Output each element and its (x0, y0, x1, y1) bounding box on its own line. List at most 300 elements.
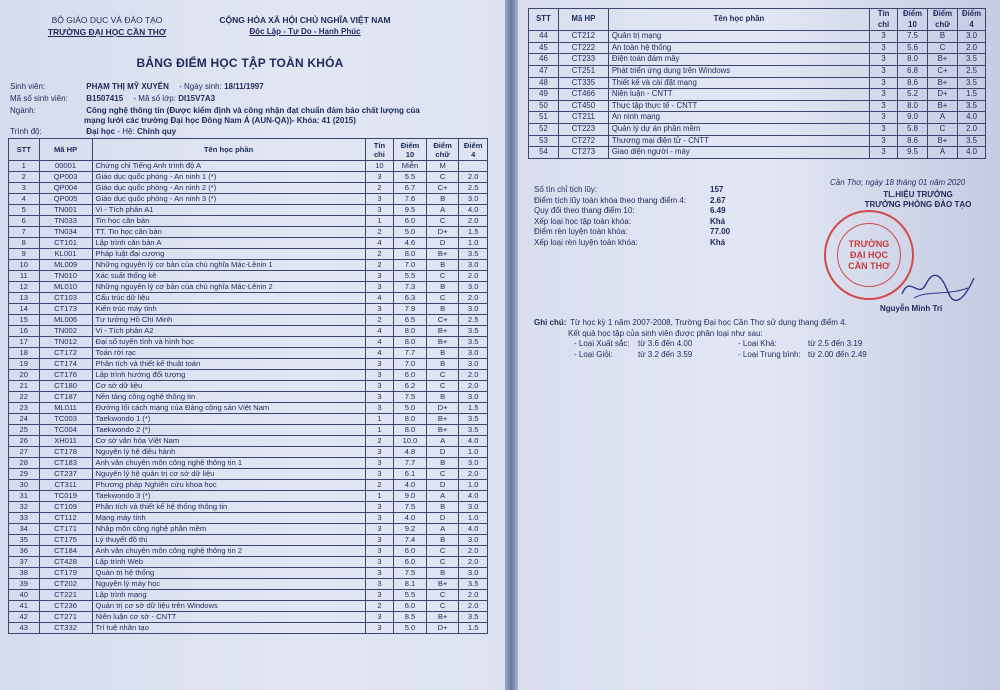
grade-class-range: từ 3.6 đến 4.00 (638, 339, 693, 349)
cell-course-code: CT222 (558, 42, 608, 54)
cell-score-10: Miễn (394, 161, 427, 172)
ministry-name: BỘ GIÁO DỤC VÀ ĐÀO TẠO (51, 15, 163, 25)
table-row (529, 65, 986, 77)
cell-course-code: CT233 (558, 54, 608, 66)
cell-course-code: XH011 (39, 436, 92, 447)
cell-stt: 22 (9, 392, 40, 403)
cell-score-10: 5.6 (898, 42, 928, 54)
cell-score-10: 6.0 (394, 546, 427, 557)
cell-score-10: 8.6 (898, 77, 928, 89)
cell-course-name: TT. Tin học căn bản (92, 227, 365, 238)
cell-credits: 3 (365, 469, 394, 480)
table-row (9, 601, 488, 612)
header-stt: STT (9, 139, 40, 161)
table-row (9, 315, 488, 326)
level-value: Đại học (86, 127, 116, 136)
grading-note (534, 318, 974, 360)
cell-course-code: CT272 (558, 135, 608, 147)
cell-score-4: 1.0 (459, 513, 488, 524)
cell-letter-grade: D+ (426, 227, 459, 238)
cell-course-code: CT428 (39, 557, 92, 568)
table-row (529, 135, 986, 147)
cell-score-4: 1.0 (459, 447, 488, 458)
cell-course-code: QP005 (39, 194, 92, 205)
cell-score-10: 8.6 (898, 135, 928, 147)
cell-credits: 3 (365, 205, 394, 216)
cell-credits: 3 (870, 135, 898, 147)
header-score-10: Điểm 10 (898, 9, 928, 31)
cell-course-code: CT221 (39, 590, 92, 601)
cell-score-10: 8.0 (394, 337, 427, 348)
cell-score-4: 4.0 (459, 491, 488, 502)
cell-letter-grade: B+ (426, 414, 459, 425)
summary-value: 6.49 (710, 206, 726, 216)
table-row (9, 370, 488, 381)
cell-stt: 54 (529, 147, 559, 159)
grade-class-label: - Loại Trung bình: (738, 349, 801, 359)
cell-score-10: 7.5 (394, 392, 427, 403)
cell-course-name: Phân tích và thiết kế thuật toán (92, 359, 365, 370)
cell-score-10: 9.5 (898, 147, 928, 159)
cell-course-name: Giáo dục quốc phòng - An ninh 3 (*) (92, 194, 365, 205)
cell-course-name: Giáo dục quốc phòng - An ninh 1 (*) (92, 172, 365, 183)
grade-class-label: - Loại Xuất sắc: (574, 339, 630, 349)
table-row (9, 568, 488, 579)
cell-course-name: Vi - Tích phân A2 (92, 326, 365, 337)
table-row (9, 216, 488, 227)
cell-score-10: 4.6 (394, 238, 427, 249)
cell-course-code: CT176 (39, 370, 92, 381)
cell-course-name: Lập trình hướng đối tượng (92, 370, 365, 381)
cell-course-code: ML010 (39, 282, 92, 293)
cell-stt: 21 (9, 381, 40, 392)
cell-course-name: Nguyên lý máy học (92, 579, 365, 590)
cell-course-name: An ninh mạng (608, 112, 869, 124)
cell-credits: 2 (365, 260, 394, 271)
cell-score-4: 3.0 (459, 304, 488, 315)
cell-course-name: Lập trình căn bản A (92, 238, 365, 249)
cell-score-4: 3.0 (459, 535, 488, 546)
table-row (9, 502, 488, 513)
cell-stt: 14 (9, 304, 40, 315)
cell-course-code: CT466 (558, 89, 608, 101)
summary-label: Xếp loại rèn luyện toàn khóa: (534, 237, 638, 247)
cell-credits: 3 (365, 447, 394, 458)
cell-stt: 37 (9, 557, 40, 568)
cell-letter-grade: D+ (426, 623, 459, 634)
table-row (9, 183, 488, 194)
cell-letter-grade: C+ (426, 315, 459, 326)
cell-credits: 3 (870, 42, 898, 54)
cell-score-10: 6.1 (394, 469, 427, 480)
cell-score-4: 2.5 (459, 183, 488, 194)
cell-score-10: 6.2 (394, 381, 427, 392)
cell-course-code: CT332 (39, 623, 92, 634)
cell-score-4: 3.5 (459, 249, 488, 260)
header-score-4: Điểm 4 (459, 139, 488, 161)
cell-score-4: 2.0 (957, 123, 985, 135)
cell-course-code: ML009 (39, 260, 92, 271)
cell-letter-grade: A (426, 491, 459, 502)
cell-credits: 3 (870, 147, 898, 159)
cell-score-4: 1.5 (459, 403, 488, 414)
cell-stt: 28 (9, 458, 40, 469)
summary-row (534, 217, 730, 228)
cell-letter-grade: B (426, 194, 459, 205)
cell-course-name: Kiến trúc máy tính (92, 304, 365, 315)
cell-letter-grade: A (928, 112, 958, 124)
cell-credits: 3 (365, 623, 394, 634)
university-name: TRƯỜNG ĐẠI HỌC CẦN THƠ (47, 27, 167, 37)
table-row (9, 557, 488, 568)
cell-stt: 7 (9, 227, 40, 238)
header-score-4: Điểm 4 (957, 9, 985, 31)
summary-value: 77.00 (710, 227, 731, 237)
cell-credits: 3 (365, 579, 394, 590)
table-row (9, 425, 488, 436)
cell-course-code: CT450 (558, 100, 608, 112)
cell-stt: 5 (9, 205, 40, 216)
cell-stt: 46 (529, 54, 559, 66)
cell-course-code: CT211 (558, 112, 608, 124)
cell-letter-grade: B (426, 502, 459, 513)
cell-course-name: Quản trị cơ sở dữ liệu trên Windows (92, 601, 365, 612)
cell-score-4: 1.5 (459, 227, 488, 238)
header-credits: Tín chỉ (870, 9, 898, 31)
cell-course-name: Toán rời rạc (92, 348, 365, 359)
cell-letter-grade: C (426, 601, 459, 612)
cell-credits: 3 (365, 458, 394, 469)
grades-table-right (528, 8, 986, 159)
cell-course-code: TN001 (39, 205, 92, 216)
signature-title-2: TRƯỞNG PHÒNG ĐÀO TẠO (864, 200, 972, 209)
cell-course-name: Cơ sở dữ liệu (92, 381, 365, 392)
table-row (9, 161, 488, 172)
cell-score-4: 3.0 (459, 282, 488, 293)
summary-label: Xếp loại học tập toàn khóa: (534, 216, 631, 226)
cell-course-code: TN010 (39, 271, 92, 282)
table-row (9, 172, 488, 183)
cell-course-name: Phương pháp Nghiên cứu khoa học (92, 480, 365, 491)
cell-credits: 10 (365, 161, 394, 172)
cell-stt: 18 (9, 348, 40, 359)
cell-score-10: 9.0 (394, 491, 427, 502)
header-course-code: Mã HP (558, 9, 608, 31)
cell-score-4: 2.0 (459, 469, 488, 480)
cell-score-4: 3.5 (459, 414, 488, 425)
cell-stt: 10 (9, 260, 40, 271)
cell-score-10: 8.0 (394, 414, 427, 425)
cell-stt: 32 (9, 502, 40, 513)
cell-score-10: 9.5 (394, 205, 427, 216)
cell-letter-grade: B+ (426, 579, 459, 590)
header-course-name: Tên học phần (92, 139, 365, 161)
cell-stt: 4 (9, 194, 40, 205)
cell-credits: 3 (365, 392, 394, 403)
cell-stt: 6 (9, 216, 40, 227)
cell-letter-grade: B (426, 282, 459, 293)
cell-stt: 38 (9, 568, 40, 579)
cell-letter-grade: B+ (426, 425, 459, 436)
cell-stt: 23 (9, 403, 40, 414)
cell-course-name: Nền tảng công nghệ thông tin (92, 392, 365, 403)
cell-score-4: 2.0 (459, 370, 488, 381)
table-row (9, 194, 488, 205)
major-row (10, 106, 420, 116)
major-label: Ngành: (10, 106, 36, 115)
cell-score-4: 3.5 (459, 326, 488, 337)
cell-score-4: 4.0 (957, 112, 985, 124)
cell-credits: 3 (870, 123, 898, 135)
cell-course-code: TC019 (39, 491, 92, 502)
cell-score-4: 3.0 (459, 458, 488, 469)
cell-letter-grade: C (426, 381, 459, 392)
cell-letter-grade: D (426, 238, 459, 249)
cell-stt: 36 (9, 546, 40, 557)
cell-course-name: Cấu trúc dữ liệu (92, 293, 365, 304)
cell-credits: 3 (365, 546, 394, 557)
cell-course-code: CT180 (39, 381, 92, 392)
cell-score-10: 6.0 (394, 370, 427, 381)
cell-course-name: Anh văn chuyên môn công nghệ thông tin 1 (92, 458, 365, 469)
cell-course-code: CT237 (39, 469, 92, 480)
cell-letter-grade: A (928, 147, 958, 159)
major-line-2: mạng lưới các trường Đại học Đông Nam Á (AUN-QA))- Khóa: 41 (2015) (84, 116, 356, 125)
table-row (9, 304, 488, 315)
cell-letter-grade: B (928, 31, 958, 43)
cell-course-name: Taekwondo 3 (*) (92, 491, 365, 502)
grades-table-left (8, 138, 488, 634)
cell-letter-grade: C (426, 172, 459, 183)
cell-course-name: Chứng chỉ Tiếng Anh trình độ A (92, 161, 365, 172)
note-line-1: Từ học kỳ 1 năm 2007-2008, Trường Đại học Cần Thơ sử dụng thang điểm 4. (570, 318, 847, 327)
cell-course-name: Thương mại điện tử - CNTT (608, 135, 869, 147)
cell-score-4: 3.0 (459, 392, 488, 403)
table-row (529, 123, 986, 135)
cell-letter-grade: C (928, 42, 958, 54)
table-row (9, 447, 488, 458)
cell-score-4: 3.5 (957, 77, 985, 89)
system-value: Chính quy (136, 127, 177, 136)
cell-course-code: CT179 (39, 568, 92, 579)
table-row (9, 293, 488, 304)
cell-credits: 3 (365, 194, 394, 205)
table-row (9, 579, 488, 590)
cell-course-name: Những nguyên lý cơ bản của chủ nghĩa Mác-Lênin 2 (92, 282, 365, 293)
cell-course-code: CT271 (39, 612, 92, 623)
cell-stt: 39 (9, 579, 40, 590)
cell-credits: 3 (870, 54, 898, 66)
table-row (9, 271, 488, 282)
cell-score-4: 3.0 (459, 194, 488, 205)
cell-letter-grade: B (426, 568, 459, 579)
cell-score-10: 8.0 (898, 100, 928, 112)
cell-score-10: 6.7 (394, 183, 427, 194)
cell-score-10: 8.5 (394, 612, 427, 623)
cell-credits: 4 (365, 238, 394, 249)
cell-letter-grade: D+ (426, 403, 459, 414)
table-row (9, 491, 488, 502)
cell-credits: 3 (870, 100, 898, 112)
cell-letter-grade: B+ (928, 54, 958, 66)
cell-score-4: 2.5 (957, 65, 985, 77)
cell-credits: 3 (365, 535, 394, 546)
cell-score-10: 8.0 (394, 326, 427, 337)
level-row (10, 127, 176, 137)
summary-label: Số tín chỉ tích lũy: (534, 185, 598, 194)
cell-score-4: 3.5 (957, 135, 985, 147)
cell-credits: 3 (365, 502, 394, 513)
cell-course-name: Lập trình Web (92, 557, 365, 568)
table-row (9, 414, 488, 425)
cell-score-10: 7.4 (394, 535, 427, 546)
cell-score-10: 5.5 (394, 590, 427, 601)
cell-credits: 3 (870, 65, 898, 77)
table-row (9, 612, 488, 623)
cell-letter-grade: M (426, 161, 459, 172)
cell-course-name: Quản trị mạng (608, 31, 869, 43)
cell-course-name: An toàn hệ thống (608, 42, 869, 54)
cell-letter-grade: D+ (928, 89, 958, 101)
cell-letter-grade: B+ (426, 612, 459, 623)
table-row (529, 89, 986, 101)
cell-stt: 30 (9, 480, 40, 491)
cell-credits: 4 (365, 348, 394, 359)
cell-course-code: CT251 (558, 65, 608, 77)
page-title: BẢNG ĐIỂM HỌC TẬP TOÀN KHÓA (136, 56, 344, 70)
cell-letter-grade: B+ (426, 249, 459, 260)
cell-stt: 13 (9, 293, 40, 304)
cell-letter-grade: C (426, 546, 459, 557)
cell-credits: 3 (365, 612, 394, 623)
cell-course-name: Giáo dục quốc phòng - An ninh 2 (*) (92, 183, 365, 194)
grade-class-range: từ 2.5 đến 3.19 (808, 339, 863, 349)
cell-score-4: 3.5 (957, 100, 985, 112)
cell-score-10: 5.0 (394, 403, 427, 414)
cell-letter-grade: C (426, 216, 459, 227)
cell-credits: 1 (365, 425, 394, 436)
cell-course-code: CT335 (558, 77, 608, 89)
cell-course-name: Phát triển ứng dụng trên Windows (608, 65, 869, 77)
institution-header (22, 14, 192, 38)
table-row (9, 381, 488, 392)
cell-letter-grade: C (426, 271, 459, 282)
cell-course-code: CT112 (39, 513, 92, 524)
cell-course-code: CT178 (39, 447, 92, 458)
cell-stt: 15 (9, 315, 40, 326)
header-score-10: Điểm 10 (394, 139, 427, 161)
grade-class-label: - Loại Khá: (738, 339, 777, 349)
major-line-1: Công nghệ thông tin (Được kiểm định và công nhận đạt chuẩn đảm bảo chất lượng của (86, 106, 420, 115)
cell-course-code: CT187 (39, 392, 92, 403)
cell-score-10: 7.5 (898, 31, 928, 43)
header-course-code: Mã HP (39, 139, 92, 161)
cell-credits: 3 (870, 31, 898, 43)
cell-course-name: Đường lối cách mạng của Đảng cộng sản Việt Nam (92, 403, 365, 414)
cell-course-name: Trí tuệ nhân tạo (92, 623, 365, 634)
summary-row (534, 238, 730, 249)
cell-credits: 3 (365, 590, 394, 601)
cell-course-code: TN034 (39, 227, 92, 238)
header-letter-grade: Điểm chữ (426, 139, 459, 161)
cell-score-10: 7.7 (394, 348, 427, 359)
cell-score-4: 3.0 (957, 31, 985, 43)
cell-letter-grade: A (426, 436, 459, 447)
level-label: Trình độ: (10, 127, 42, 136)
right-page (518, 0, 1000, 690)
cell-score-4: 4.0 (459, 205, 488, 216)
cell-course-code: CT212 (558, 31, 608, 43)
cell-letter-grade: A (426, 524, 459, 535)
signature-title-1: TL.HIỆU TRƯỞNG (883, 190, 953, 199)
table-row (9, 392, 488, 403)
cell-course-code: CT109 (39, 502, 92, 513)
cell-credits: 1 (365, 491, 394, 502)
cell-score-10: 6.5 (394, 315, 427, 326)
cell-course-code: CT236 (39, 601, 92, 612)
cell-letter-grade: B (426, 348, 459, 359)
cell-score-4: 2.0 (459, 601, 488, 612)
cell-letter-grade: C+ (928, 65, 958, 77)
cell-letter-grade: B+ (426, 337, 459, 348)
table-row (529, 54, 986, 66)
stamp-text: TRƯỜNG ĐẠI HỌC CẦN THƠ (837, 223, 901, 287)
cell-score-4: 2.0 (459, 590, 488, 601)
cell-course-name: Điện toán đám mây (608, 54, 869, 66)
cell-letter-grade: C (426, 469, 459, 480)
cell-course-name: Lập trình mạng (92, 590, 365, 601)
cell-stt: 44 (529, 31, 559, 43)
cell-score-4 (459, 161, 488, 172)
cell-credits: 3 (870, 89, 898, 101)
cell-course-code: TC003 (39, 414, 92, 425)
cell-score-10: 9.0 (898, 112, 928, 124)
cell-stt: 29 (9, 469, 40, 480)
table-row (9, 535, 488, 546)
cell-course-name: Đại số tuyến tính và hình học (92, 337, 365, 348)
summary-row (534, 206, 730, 217)
cell-course-code: CT101 (39, 238, 92, 249)
cell-letter-grade: B (426, 260, 459, 271)
cell-stt: 49 (529, 89, 559, 101)
republic-name: CỘNG HÒA XÃ HỘI CHỦ NGHĨA VIỆT NAM (219, 15, 391, 25)
cell-course-name: Niên luận - CNTT (608, 89, 869, 101)
cell-score-4: 3.5 (459, 425, 488, 436)
cell-score-4: 2.0 (459, 381, 488, 392)
cell-letter-grade: C (928, 123, 958, 135)
summary-value: Khá (710, 237, 726, 247)
cell-score-4: 2.0 (459, 557, 488, 568)
cell-course-code: QP003 (39, 172, 92, 183)
table-row (529, 77, 986, 89)
cell-letter-grade: B+ (928, 135, 958, 147)
cell-course-name: Lý thuyết đồ thị (92, 535, 365, 546)
grade-class-range: từ 2.00 đến 2.49 (808, 349, 867, 359)
cell-score-10: 5.0 (394, 227, 427, 238)
cell-course-name: Nguyên lý hệ quản trị cơ sở dữ liệu (92, 469, 365, 480)
cell-score-4: 2.5 (459, 315, 488, 326)
cell-credits: 2 (365, 436, 394, 447)
cell-course-name: Những nguyên lý cơ bản của chủ nghĩa Mác-Lênin 1 (92, 260, 365, 271)
cell-course-name: Quản lý dự án phần mềm (608, 123, 869, 135)
cell-course-name: Xác suất thống kê (92, 271, 365, 282)
cell-course-code: CT202 (39, 579, 92, 590)
cell-course-code: CT103 (39, 293, 92, 304)
cell-course-code: ML011 (39, 403, 92, 414)
cell-score-10: 8.0 (898, 54, 928, 66)
cell-stt: 2 (9, 172, 40, 183)
summary-row (534, 196, 730, 207)
